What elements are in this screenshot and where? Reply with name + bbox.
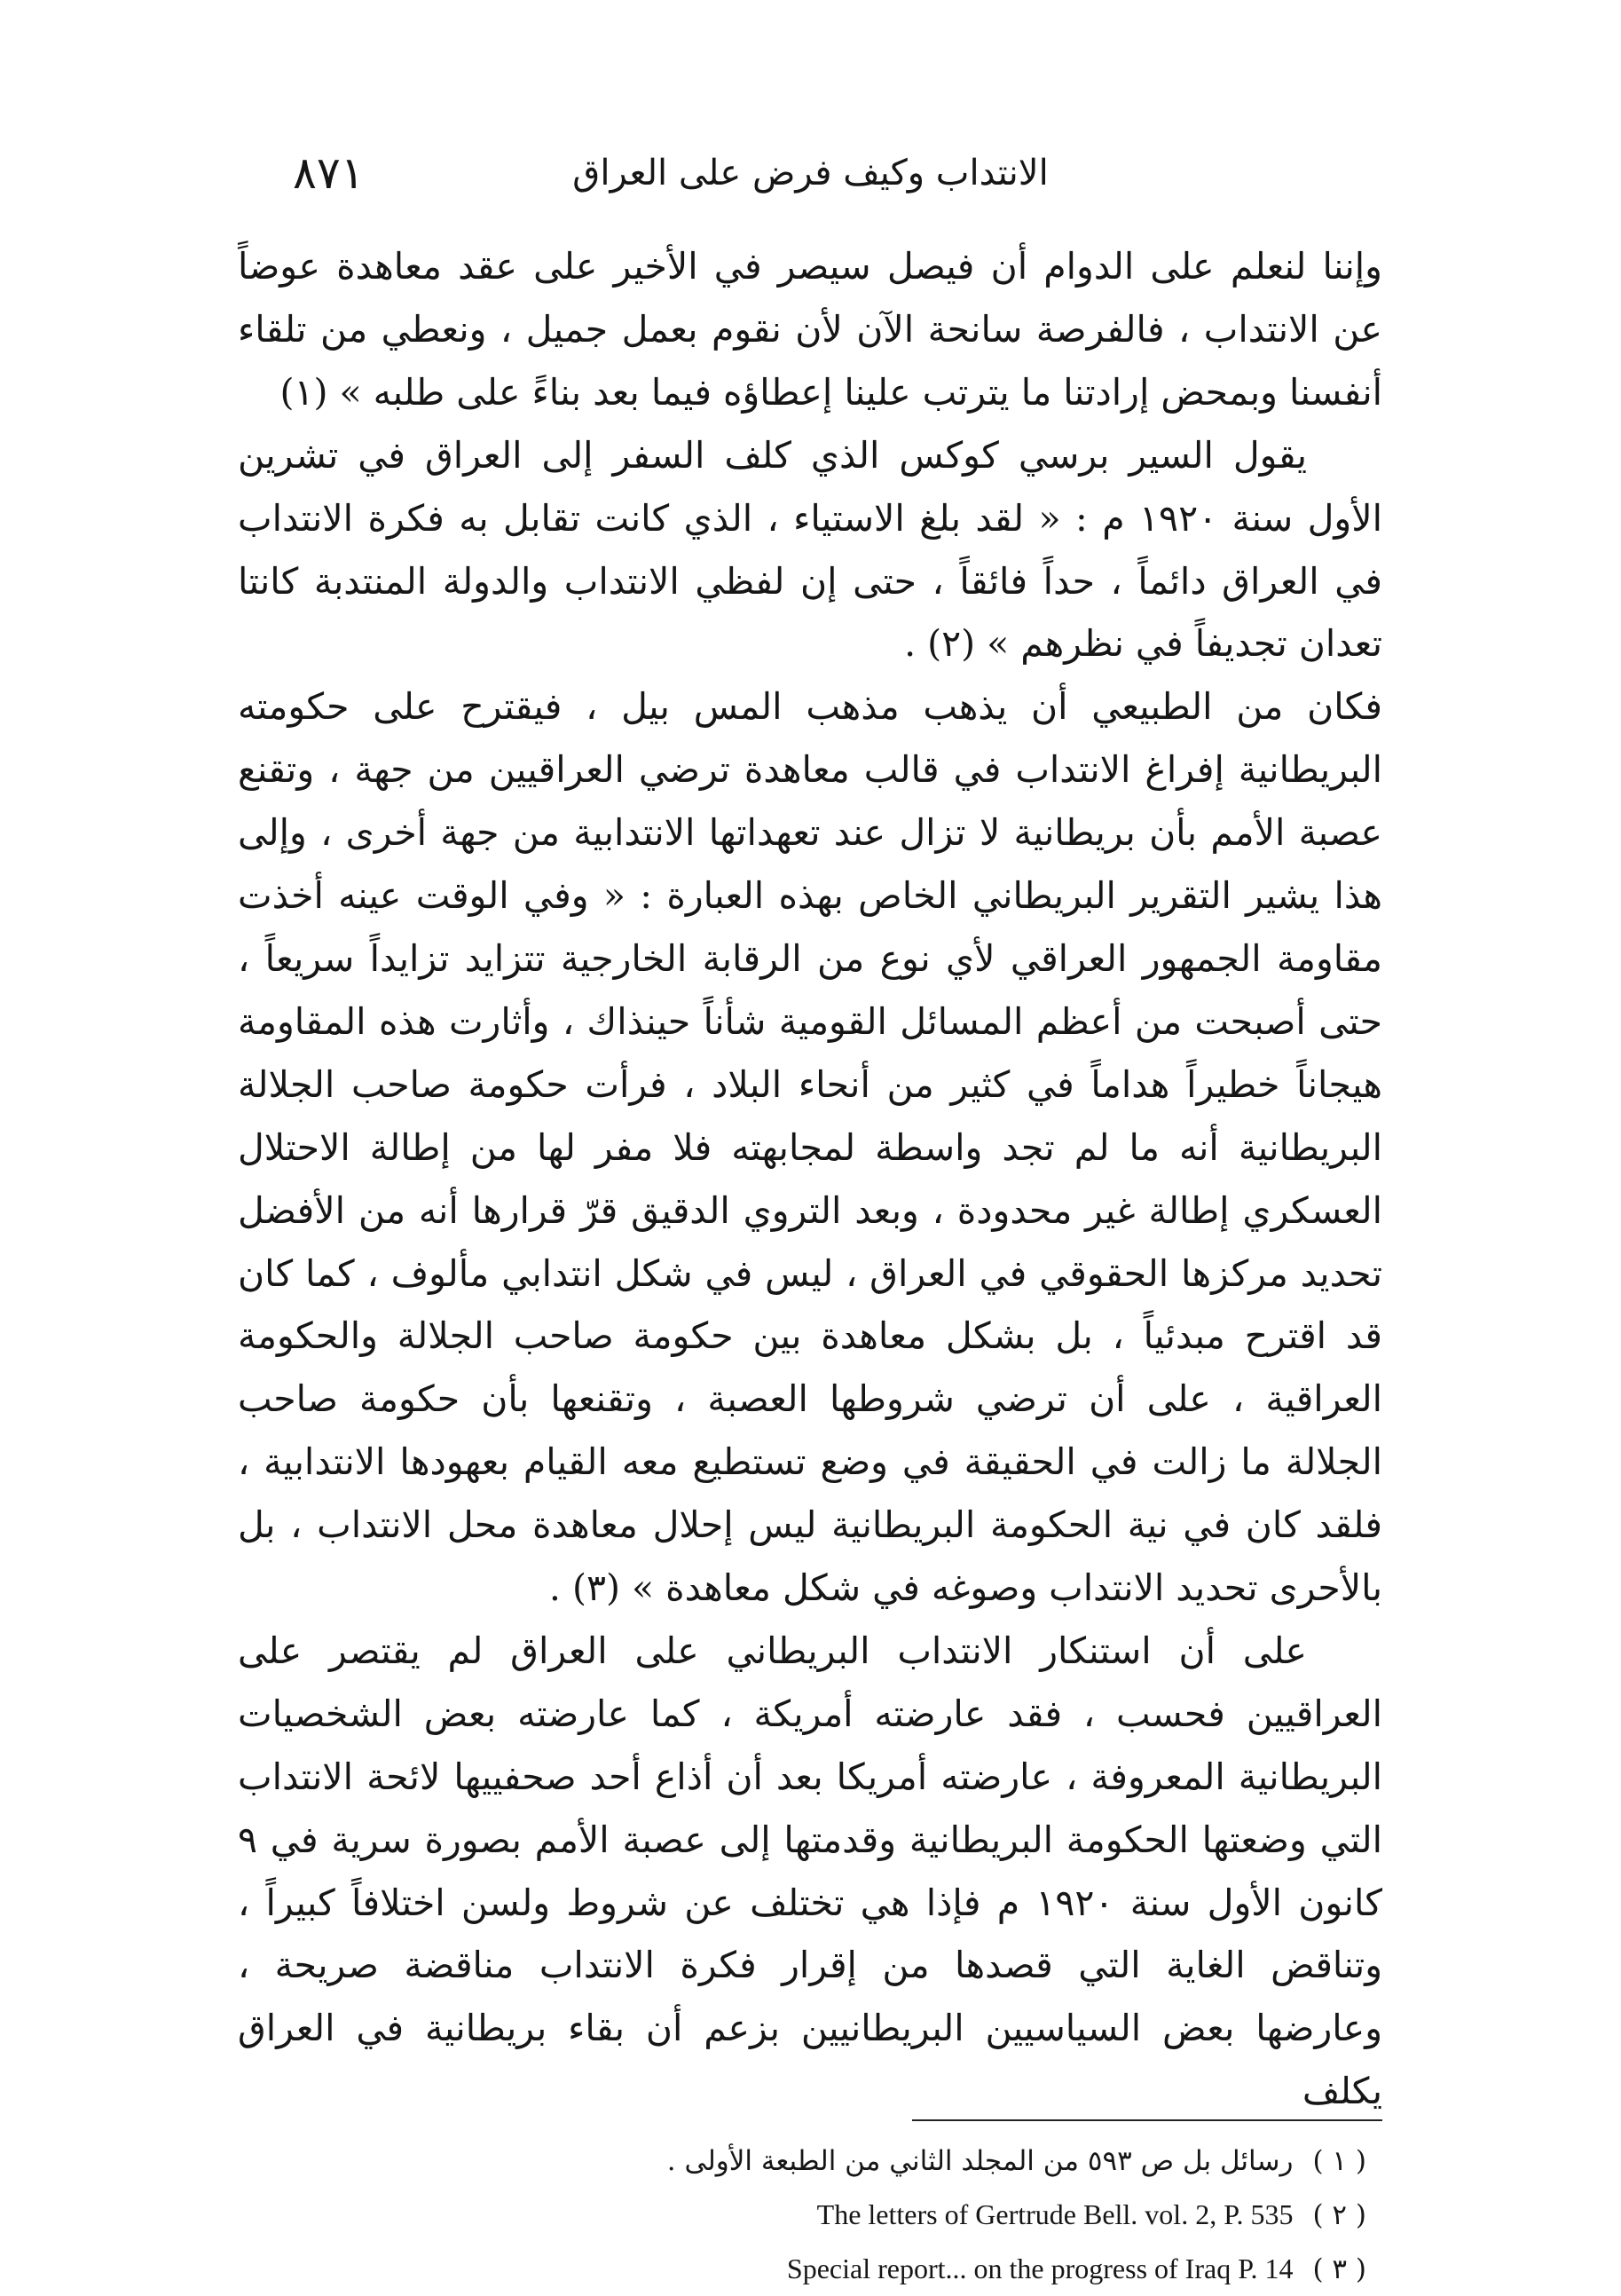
- footnote-number: ( ٣ ): [1312, 2253, 1366, 2285]
- footnote-text: Special report... on the progress of Iraq P. 14: [786, 2253, 1294, 2284]
- running-title: الانتداب وكيف فرض على العراق: [572, 153, 1049, 193]
- page-number: ٨٧١: [293, 147, 365, 199]
- footnote-number: ( ٢ ): [1312, 2199, 1366, 2231]
- footnote-number: ( ١ ): [1312, 2145, 1366, 2177]
- running-head: [293, 142, 1328, 204]
- paragraph: على أن استنكار الانتداب البريطاني على العراق لم يقتصر على العراقيين فحسب ، فقد عارضته أمريكة ، كما عارضته بعض الشخصيات البريطانية المعروفة ، عارضته أمريكا بعد أن أذاع أحد صحفييها لائحة الانتداب التي وضعتها الحكومة البريطانية وقدمتها إلى عصبة الأمم بصورة سرية في ٩ كانون الأول سنة ١٩٢٠ م فإذا هي تختلف عن شروط ولسن اختلافاً كبيراً ، وتناقض الغاية التي قصدها من إقرار فكرة الانتداب مناقضة صريحة ، وعارضها بعض السياسيين البريطانيين بزعم أن بقاء بريطانية في العراق يكلف: [238, 1629, 1382, 2113]
- footnote-text: The letters of Gertrude Bell. vol. 2, P. 535: [816, 2198, 1294, 2230]
- footnote-divider: [912, 2119, 1382, 2121]
- footnotes: [479, 2134, 1366, 2296]
- paragraph: فكان من الطبيعي أن يذهب مذهب المس بيل ، فيقترح على حكومته البريطانية إفراغ الانتداب في قالب معاهدة ترضي العراقيين من جهة ، وتقنع عصبة الأمم بأن بريطانية لا تزال عند تعهداتها الانتدابية من جهة أخرى ، وإلى هذا يشير التقرير البريطاني الخاص بهذه العبارة : « وفي الوقت عينه أخذت مقاومة الجمهور العراقي لأي نوع من الرقابة الخارجية تتزايد تزايداً سريعاً ، حتى أصبحت من أعظم المسائل القومية شأناً حينذاك ، وأثارت هذه المقاومة هيجاناً خطيراً هداماً في كثير من أنحاء البلاد ، فرأت حكومة صاحب الجلالة البريطانية أنه ما لم تجد واسطة لمجابهته فلا مفر لها من إطالة الاحتلال العسكري إطالة غير محدودة ، وبعد التروي الدقيق قرّ قرارها أنه من الأفضل تحديد مركزها الحقوقي في العراق ، ليس في شكل انتدابي مألوف ، كما كان قد اقترح مبدئياً ، بل بشكل معاهدة بين حكومة صاحب الجلالة والحكومة العراقية ، على أن ترضي شروطها العصبة ، وتقنعها بأن حكومة صاحب الجلالة ما زالت في الحقيقة في وضع تستطيع معه القيام بعهودها الانتدابية ، فلقد كان في نية الحكومة البريطانية ليس إحلال معاهدة محل الانتداب ، بل بالأحرى تحديد الانتداب وصوغه في شكل معاهدة » (٣) .: [238, 685, 1382, 1610]
- footnote-item: [479, 2188, 1366, 2242]
- footnote-text: رسائل بل ص ٥٩٣ من المجلد الثاني من الطبعة الأولى .: [666, 2145, 1294, 2177]
- body-text: [238, 235, 1382, 2123]
- footnote-item: [479, 2134, 1366, 2188]
- footnote-item: [479, 2242, 1366, 2296]
- paragraph: يقول السير برسي كوكس الذي كلف السفر إلى العراق في تشرين الأول سنة ١٩٢٠ م : « لقد بلغ الاستياء ، الذي كانت تقابل به فكرة الانتداب في العراق دائماً ، حداً فائقاً ، حتى إن لفظي الانتداب والدولة المنتدبة كانتا تعدان تجديفاً في نظرهم » (٢) .: [238, 433, 1382, 666]
- paragraph: وإننا لنعلم على الدوام أن فيصل سيصر في الأخير على عقد معاهدة عوضاً عن الانتداب ، فالفرصة سانحة الآن لأن نقوم بعمل جميل ، ونعطي من تلقاء أنفسنا وبمحض إرادتنا ما يترتب علينا إعطاؤه فيما بعد بناءً على طلبه » (١): [238, 245, 1382, 414]
